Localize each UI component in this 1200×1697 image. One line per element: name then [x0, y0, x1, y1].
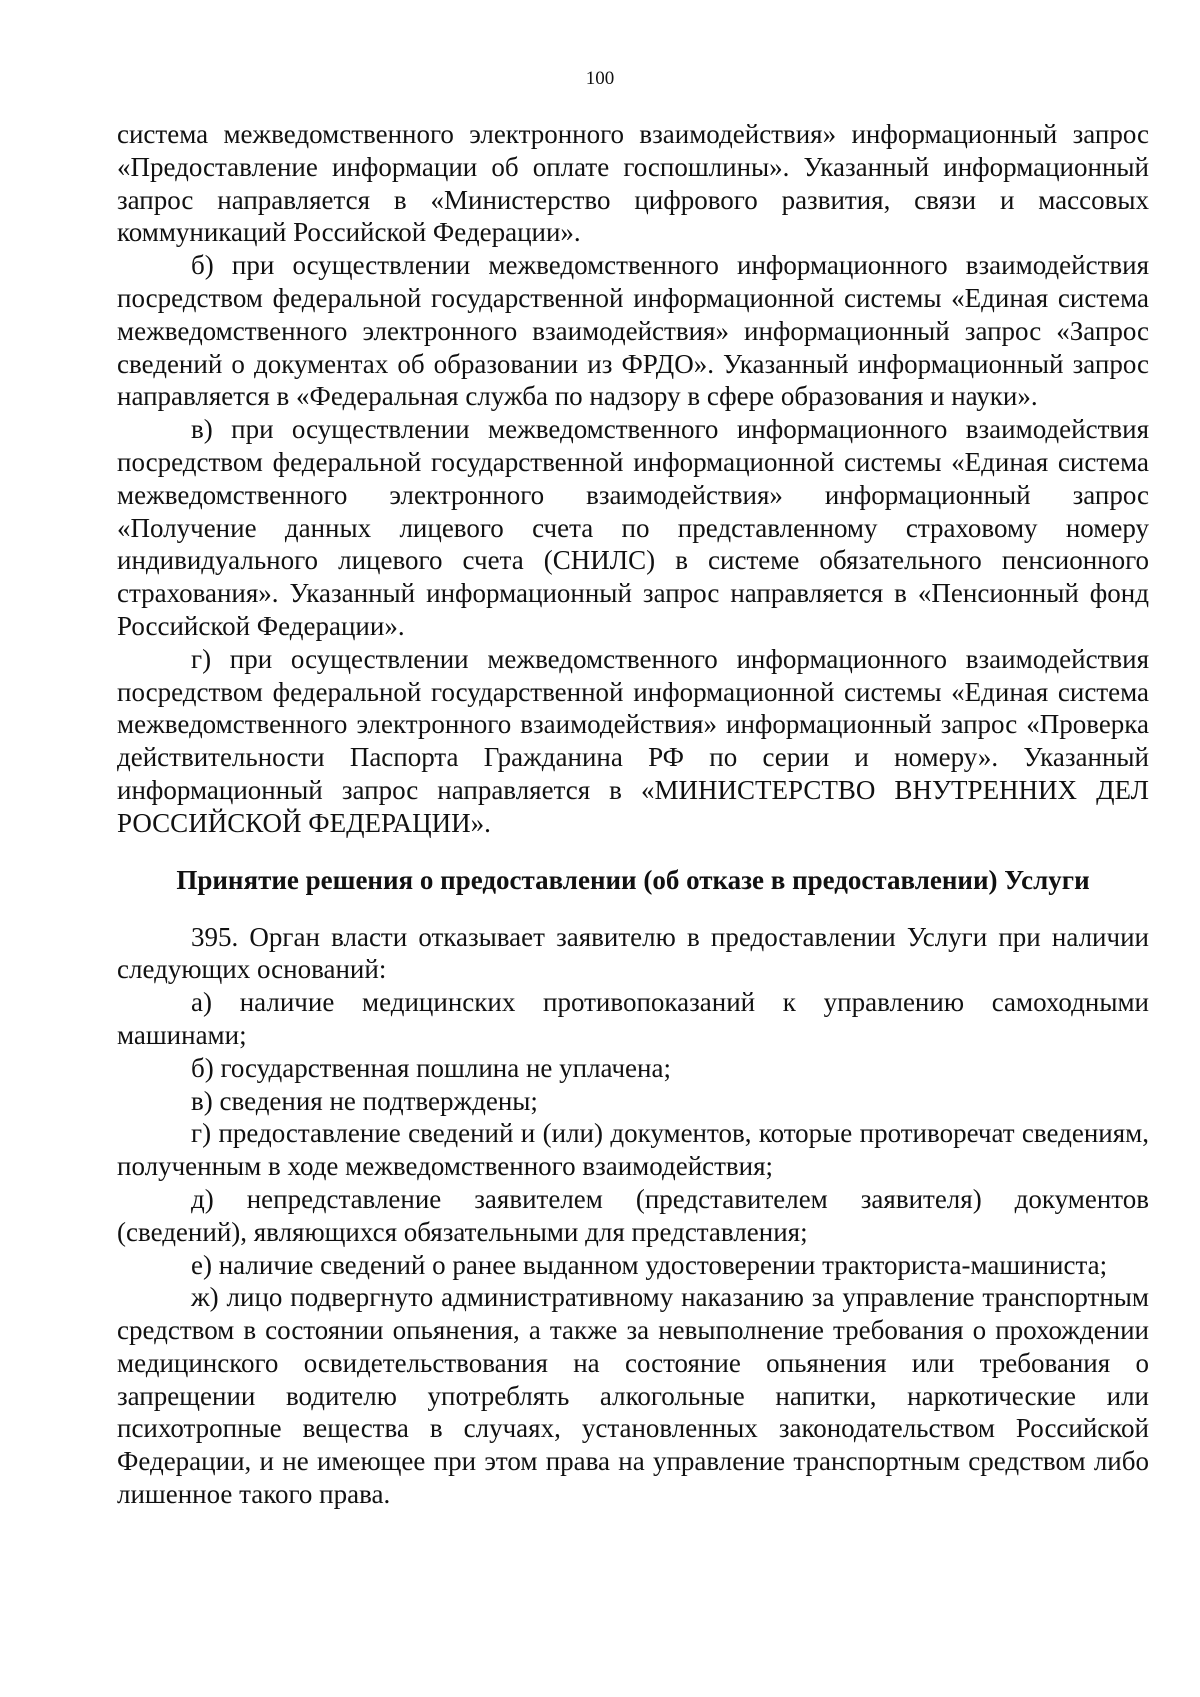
paragraph-395: 395. Орган власти отказывает заявителю в предоставлении Услуги при наличии следующих оснований:	[117, 921, 1149, 985]
list-item-v: в) сведения не подтверждены;	[191, 1085, 538, 1116]
section-heading: Принятие решения о предоставлении (об отказе в предоставлении) Услуги	[176, 864, 1090, 895]
list-item-g: г) предоставление сведений и (или) документов, которые противоречат сведениям, полученным в ходе межведомственного взаимодействия;	[117, 1118, 1149, 1182]
paragraph-continuation: система межведомственного электронного взаимодействия» информационный запрос «Предоставление информации об оплате госпошлины». Указанный информационный запрос направляется в «Министерство цифрового развития, связи и массовых коммуникаций Российской Федерации».	[117, 119, 1149, 248]
list-item-a: а) наличие медицинских противопоказаний к управлению самоходными машинами;	[117, 987, 1149, 1050]
document-body	[117, 118, 1149, 1511]
paragraph-item-v-snils: в) при осуществлении межведомственного информационного взаимодействия посредством федеральной государственной информационной системы «Единая система межведомственного электронного взаимодействия» информационный запрос «Получение данных лицевого счета по представленному страховому номеру индивидуального лицевого счета (СНИЛС) в системе обязательного пенсионного страхования». Указанный информационный запрос направляется в «Пенсионный фонд Российской Федерации».	[117, 414, 1149, 641]
list-item-b: б) государственная пошлина не уплачена;	[191, 1052, 671, 1083]
list-item-zh: ж) лицо подвергнуто административному наказанию за управление транспортным средством в состоянии опьянения, а также за невыполнение требования о прохождении медицинского освидетельствования на состояние опьянения или требования о запрещении водителю употреблять алкогольные напитки, наркотические или психотропные вещества в случаях, установленных законодательством Российской Федерации, и не имеющее при этом права на управление транспортным средством либо лишенное такого права.	[117, 1282, 1149, 1510]
paragraph-item-g-passport: г) при осуществлении межведомственного информационного взаимодействия посредством федеральной государственной информационной системы «Единая система межведомственного электронного взаимодействия» информационный запрос «Проверка действительности Паспорта Гражданина РФ по серии и номеру». Указанный информационный запрос направляется в «МИНИСТЕРСТВО ВНУТРЕННИХ ДЕЛ РОССИЙСКОЙ ФЕДЕРАЦИИ».	[117, 643, 1149, 838]
list-item-e: е) наличие сведений о ранее выданном удостоверении тракториста-машиниста;	[191, 1249, 1108, 1280]
page-number: 100	[585, 68, 615, 89]
list-item-d: д) непредставление заявителем (представителем заявителя) документов (сведений), являющихся обязательными для представления;	[117, 1183, 1149, 1247]
paragraph-item-b-frdo: б) при осуществлении межведомственного информационного взаимодействия посредством федеральной государственной информационной системы «Единая система межведомственного электронного взаимодействия» информационный запрос «Запрос сведений о документах об образовании из ФРДО». Указанный информационный запрос направляется в «Федеральная служба по надзору в сфере образования и науки».	[117, 250, 1149, 412]
